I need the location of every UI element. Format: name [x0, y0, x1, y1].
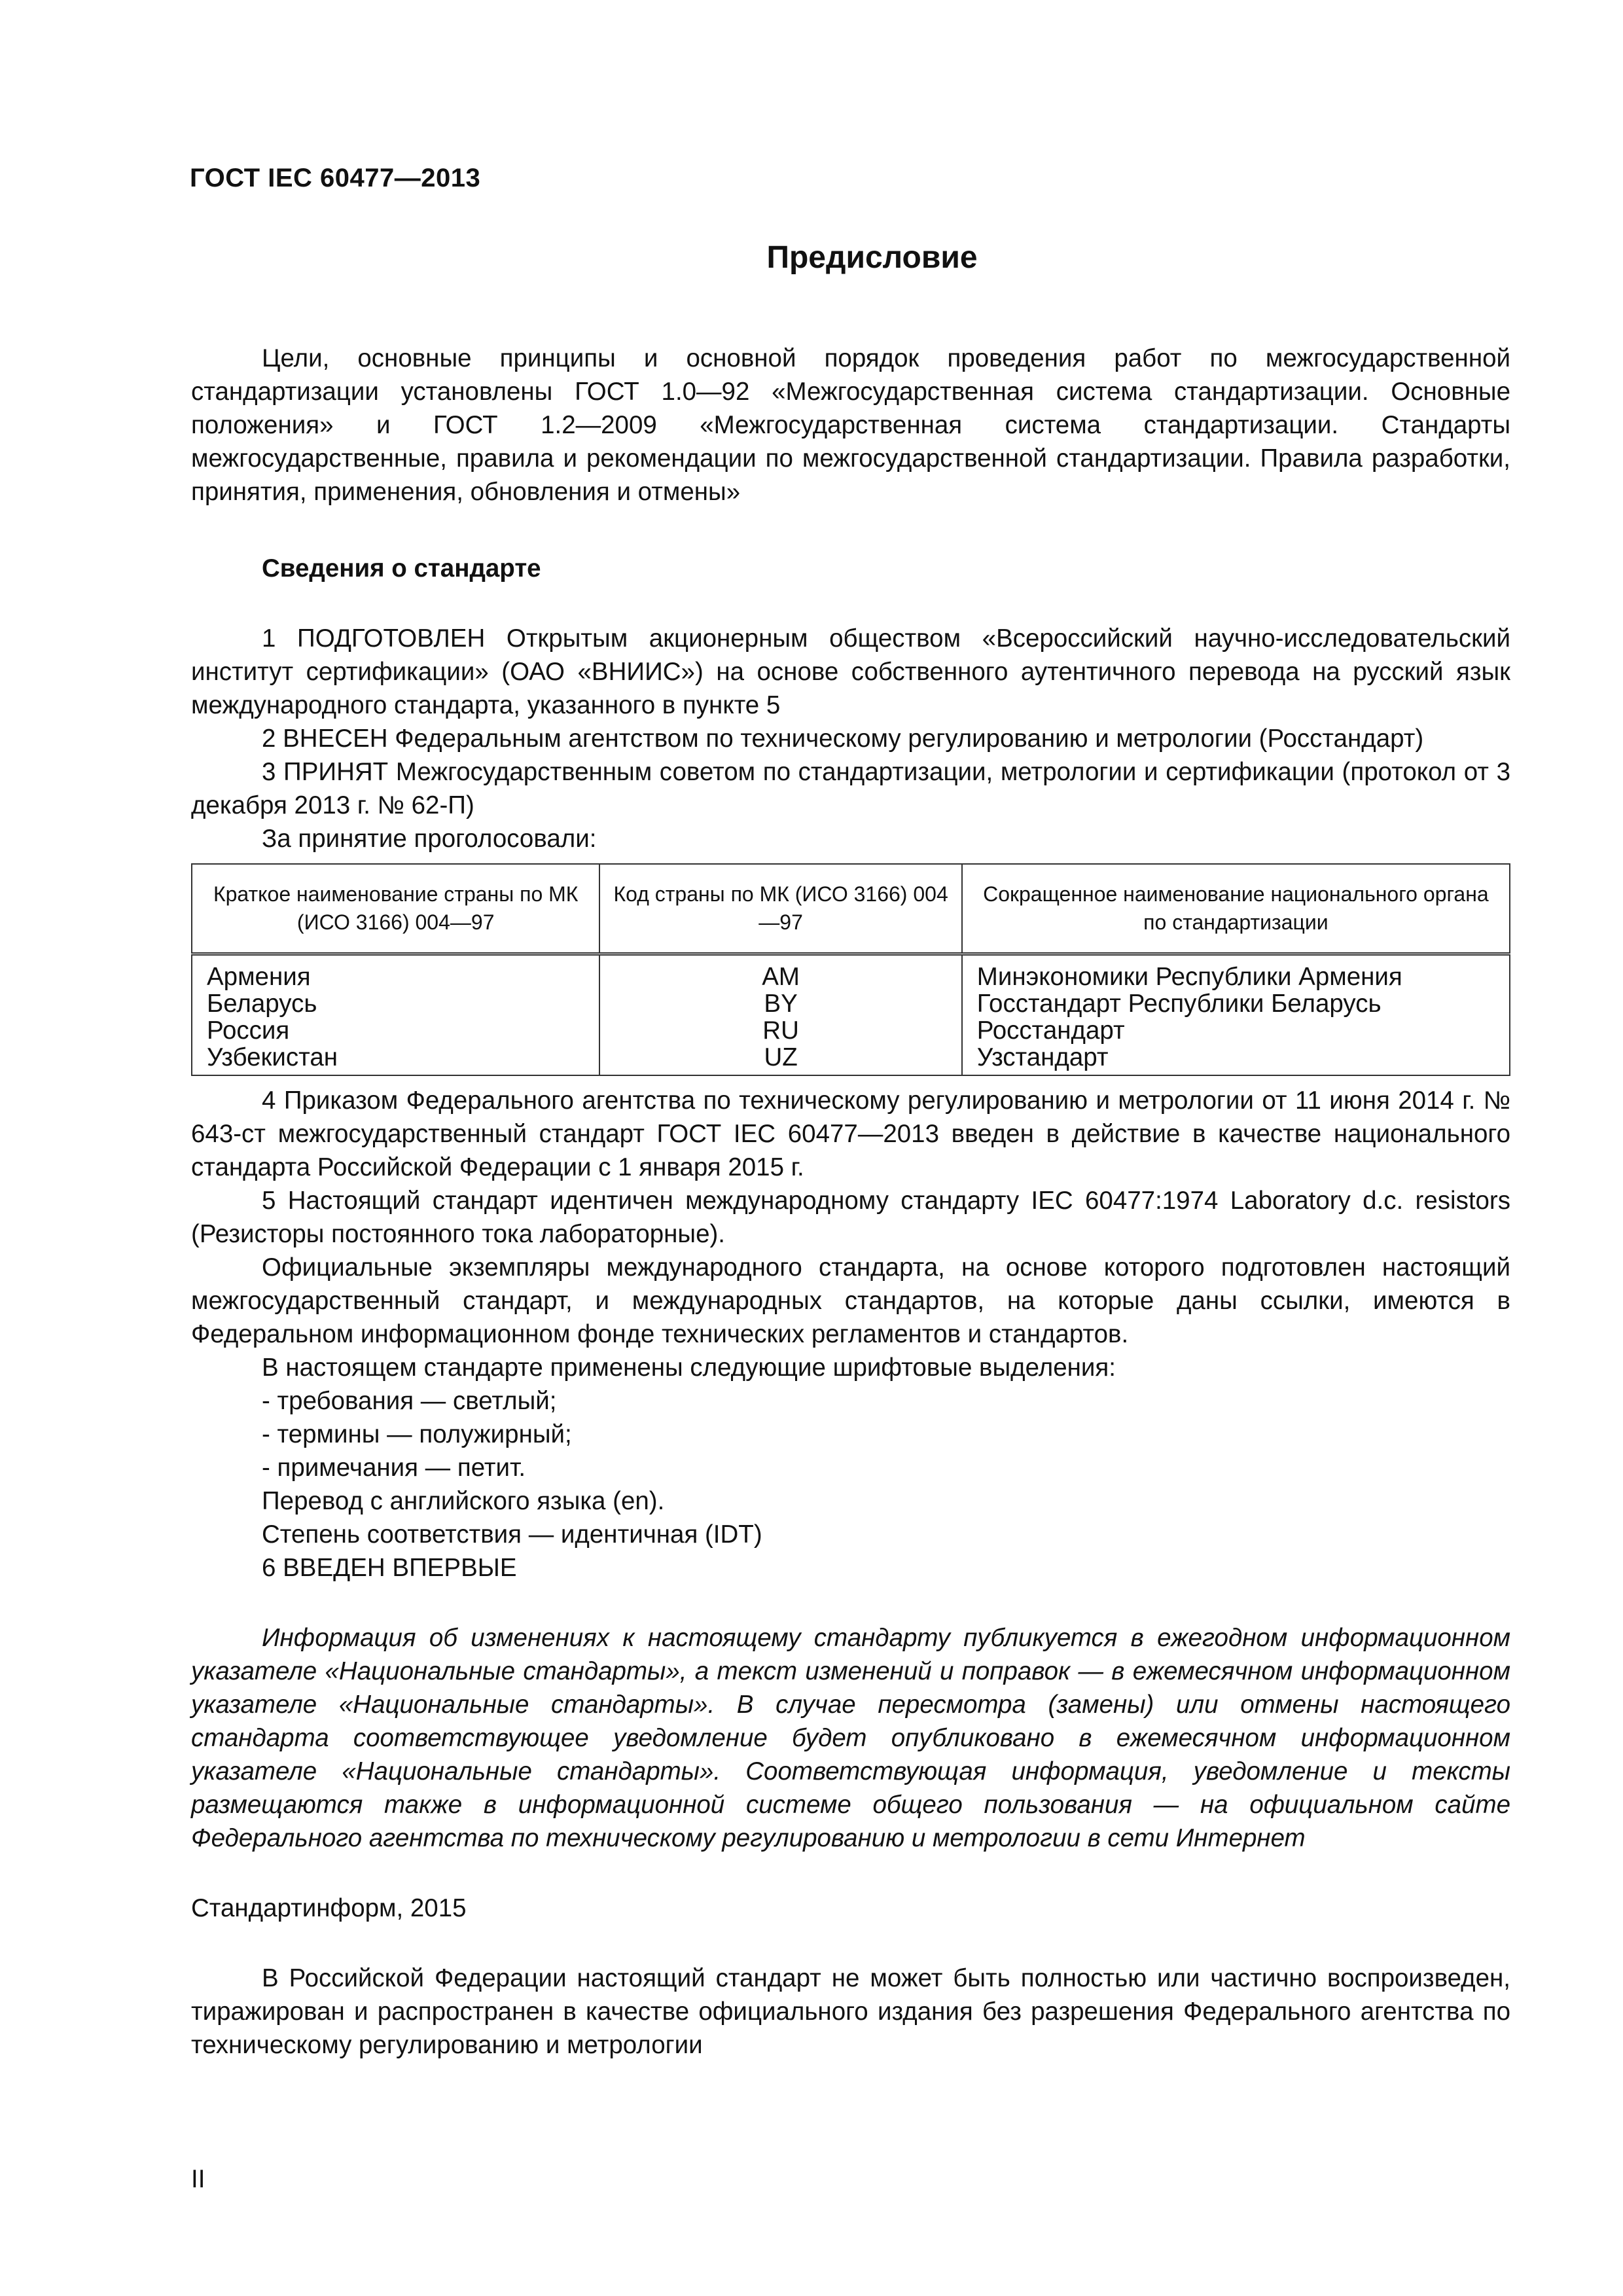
- country-name: Беларусь: [192, 990, 599, 1017]
- degree-of-correspondence: Степень соответствия — идентичная (IDT): [262, 1520, 762, 1549]
- standard-info-item-3: 3 ПРИНЯТ Межгосударственным советом по стандартизации, метрологии и сертификации (протокол от 3 декабря 2013 г. № 62-П): [191, 758, 1510, 819]
- document-code-header: ГОСТ IEC 60477—2013: [190, 164, 481, 192]
- national-body: Госстандарт Республики Беларусь: [962, 990, 1510, 1017]
- country-name: Россия: [192, 1017, 599, 1044]
- official-copies-note: Официальные экземпляры международного стандарта, на основе которого подготовлен настоящий межгосударственный стандарт, и международных стандартов, на которые даны ссылки, имеются в Федеральном информационном фонде технических регламентов и стандартов.: [191, 1253, 1510, 1348]
- copyright-notice: В Российской Федерации настоящий стандарт не может быть полностью или частично воспроизведен, тиражирован и распространен в качестве официального издания без разрешения Федерального агентства по техническому регулированию и метрологии: [191, 1964, 1510, 2059]
- column-header-country: Краткое наименование страны по МК (ИСО 3166) 004—97: [192, 864, 599, 954]
- preface-intro: Цели, основные принципы и основной порядок проведения работ по межгосударственной стандартизации установлены ГОСТ 1.0—92 «Межгосударственная система стандартизации. Основные положения» и ГОСТ 1.2—2009 «Межгосударственная система стандартизации. Стандарты межгосударственные, правила и рекомендации по межгосударственной стандартизации. Правила разработки, принятия, применения, обновления и отмены»: [191, 344, 1510, 506]
- standard-info-item-5: 5 Настоящий стандарт идентичен международному стандарту IEC 60477:1974 Laboratory d.c. resistors (Резисторы постоянного тока лабораторные).: [191, 1187, 1510, 1248]
- change-notice-block: [191, 1621, 1510, 1855]
- change-notice-text: Информация об изменениях к настоящему стандарту публикуется в ежегодном информационном указателе «Национальные стандарты», а текст изменений и поправок — в ежемесячном информационном указателе «Национальные стандарты». В случае пересмотра (замены) или отмены настоящего стандарта соответствующее уведомление будет опубликовано в ежемесячном информационном указателе «Национальные стандарты». Соответствующая информация, уведомление и тексты размещаются также в информационной системе общего пользования — на официальном сайте Федерального агентства по техническому регулированию и метрологии в сети Интернет: [191, 1624, 1510, 1852]
- page-number: II: [191, 2165, 205, 2193]
- table-row: [192, 990, 1510, 1017]
- font-convention-item: - термины — полужирный;: [262, 1420, 572, 1448]
- standard-info-item-2: 2 ВНЕСЕН Федеральным агентством по техническому регулированию и метрологии (Росстандарт): [262, 725, 1424, 753]
- table-row: [192, 1017, 1510, 1044]
- national-body: Минэкономики Республики Армения: [962, 954, 1510, 991]
- standard-info-item-6: 6 ВВЕДЕН ВПЕРВЫЕ: [262, 1554, 517, 1582]
- column-header-code: Код страны по МК (ИСО 3166) 004—97: [599, 864, 961, 954]
- national-body: Росстандарт: [962, 1017, 1510, 1044]
- country-code: RU: [599, 1017, 961, 1044]
- country-code: AM: [599, 954, 961, 991]
- standard-info-heading: Сведения о стандарте: [262, 554, 541, 583]
- table-header-row: [192, 864, 1510, 954]
- standard-info-item-1: 1 ПОДГОТОВЛЕН Открытым акционерным обществом «Всероссийский научно-исследовательский институт сертификации» (ОАО «ВНИИС») на основе собственного аутентичного перевода на русский язык международного стандарта, указанного в пункте 5: [191, 624, 1510, 719]
- table-row: [192, 1044, 1510, 1075]
- country-code: BY: [599, 990, 961, 1017]
- voting-countries-table: [191, 863, 1510, 1076]
- font-conventions-intro: В настоящем стандарте применены следующие шрифтовые выделения:: [262, 1354, 1116, 1382]
- country-name: Узбекистан: [192, 1044, 599, 1075]
- publisher-line: Стандартинформ, 2015: [191, 1894, 467, 1922]
- font-convention-item: - примечания — петит.: [262, 1454, 526, 1482]
- country-name: Армения: [192, 954, 599, 991]
- document-body: [191, 342, 1510, 2062]
- page-title: Предисловие: [766, 240, 978, 275]
- translation-note: Перевод с английского языка (en).: [262, 1487, 665, 1515]
- column-header-national-body: Сокращенное наименование национального органа по стандартизации: [962, 864, 1510, 954]
- font-convention-item: - требования — светлый;: [262, 1387, 557, 1415]
- country-code: UZ: [599, 1044, 961, 1075]
- standard-info-item-4: 4 Приказом Федерального агентства по техническому регулированию и метрологии от 11 июня 2014 г. № 643-ст межгосударственный стандарт ГОСТ IEC 60477—2013 введен в действие в качестве национального стандарта Российской Федерации с 1 января 2015 г.: [191, 1086, 1510, 1181]
- national-body: Узстандарт: [962, 1044, 1510, 1075]
- voted-label: За принятие проголосовали:: [262, 825, 597, 853]
- table-row: [192, 954, 1510, 991]
